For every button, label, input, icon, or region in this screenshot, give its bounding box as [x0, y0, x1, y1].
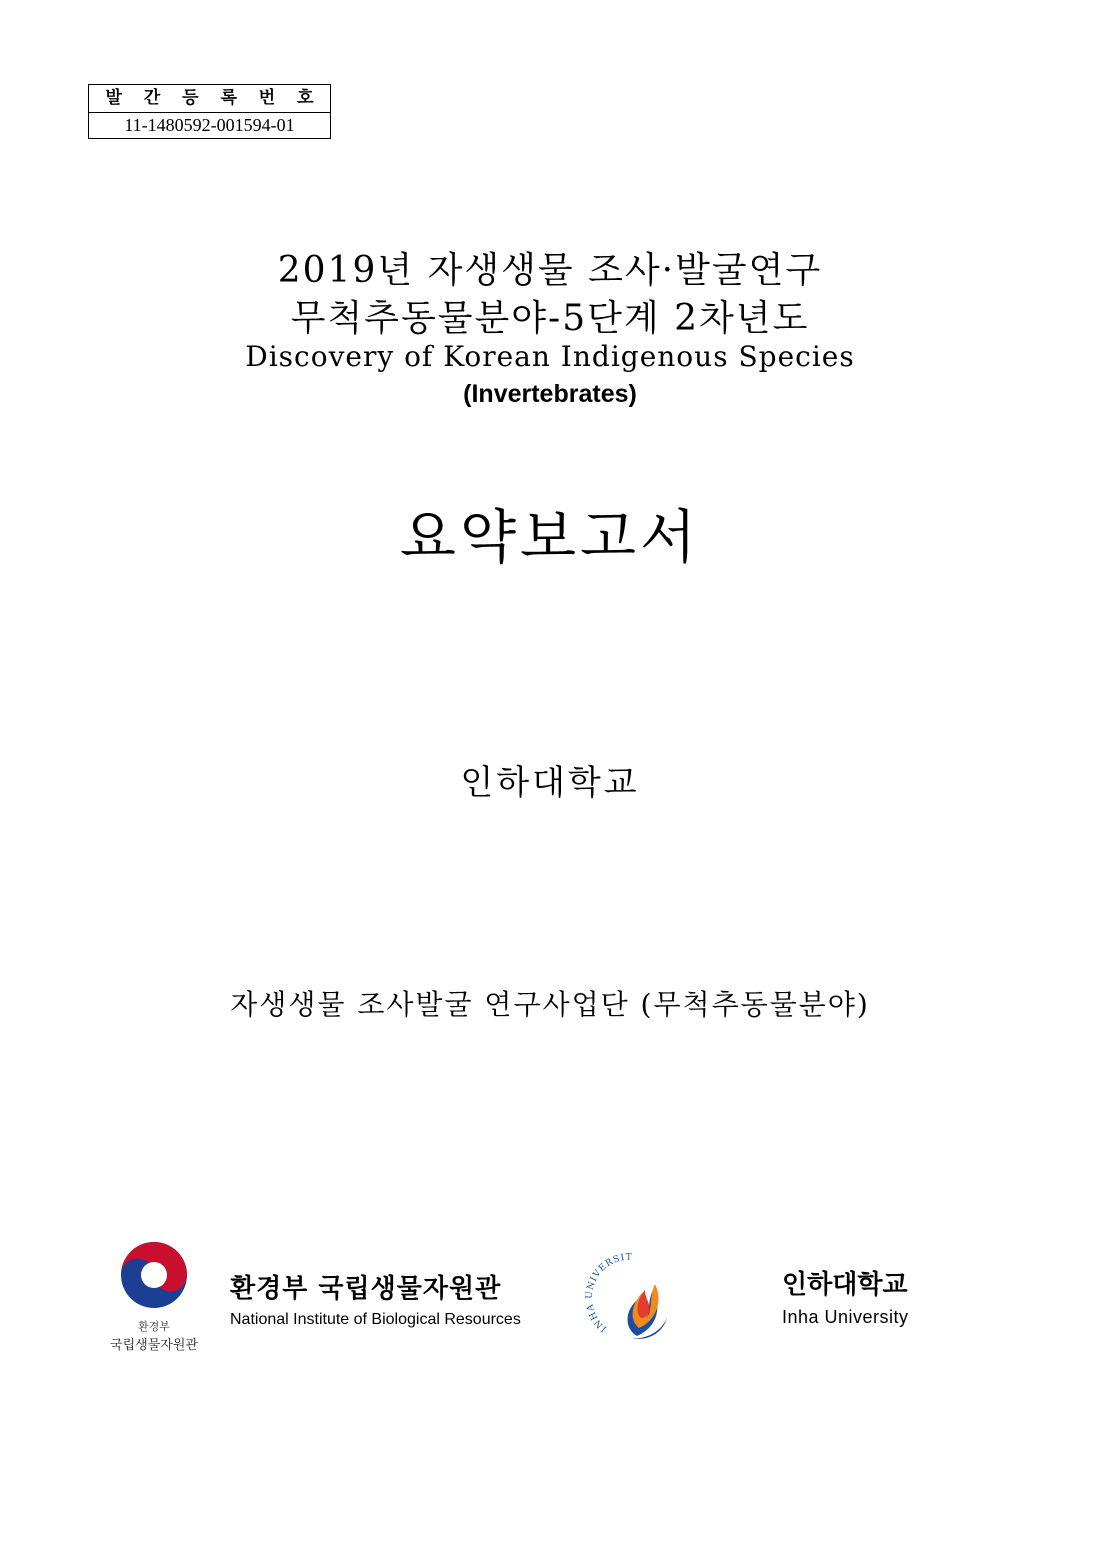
inha-name-korean: 인하대학교	[782, 1270, 908, 1300]
registration-label: 발 간 등 록 번 호	[89, 85, 330, 113]
nibr-name-block	[230, 1268, 521, 1329]
registration-number: 11-1480592-001594-01	[124, 115, 295, 135]
title-line-english: Discovery of Korean Indigenous Species	[245, 340, 855, 373]
nibr-caption-institute: 국립생물자원관	[110, 1338, 198, 1353]
document-title: 요약보고서	[399, 503, 701, 571]
taegeuk-emblem-icon	[119, 1240, 189, 1310]
title-line-2: 무척추동물분야-5단계 2차년도	[290, 298, 810, 339]
nibr-logo	[104, 1240, 204, 1353]
inha-name-english: Inha University	[782, 1307, 909, 1327]
title-line-invertebrates: (Invertebrates)	[463, 380, 637, 408]
inha-name-block	[782, 1264, 909, 1328]
inha-seal-text: INHA UNIVERSIT	[585, 1252, 633, 1334]
nibr-name-korean: 환경부 국립생물자원관	[230, 1274, 502, 1304]
registration-box	[88, 84, 331, 139]
svg-text:INHA UNIVERSITY	[585, 1248, 633, 1333]
research-group-name: 자생생물 조사발굴 연구사업단 (무척추동물분야)	[230, 988, 870, 1021]
nibr-caption-ministry: 환경부	[138, 1320, 170, 1333]
flame-emblem-icon	[585, 1248, 685, 1348]
title-line-1: 2019년 자생생물 조사·발굴연구	[277, 250, 823, 291]
inha-logo	[585, 1248, 685, 1348]
organization-name: 인하대학교	[460, 763, 640, 803]
nibr-name-english: National Institute of Biological Resources	[230, 1311, 521, 1328]
